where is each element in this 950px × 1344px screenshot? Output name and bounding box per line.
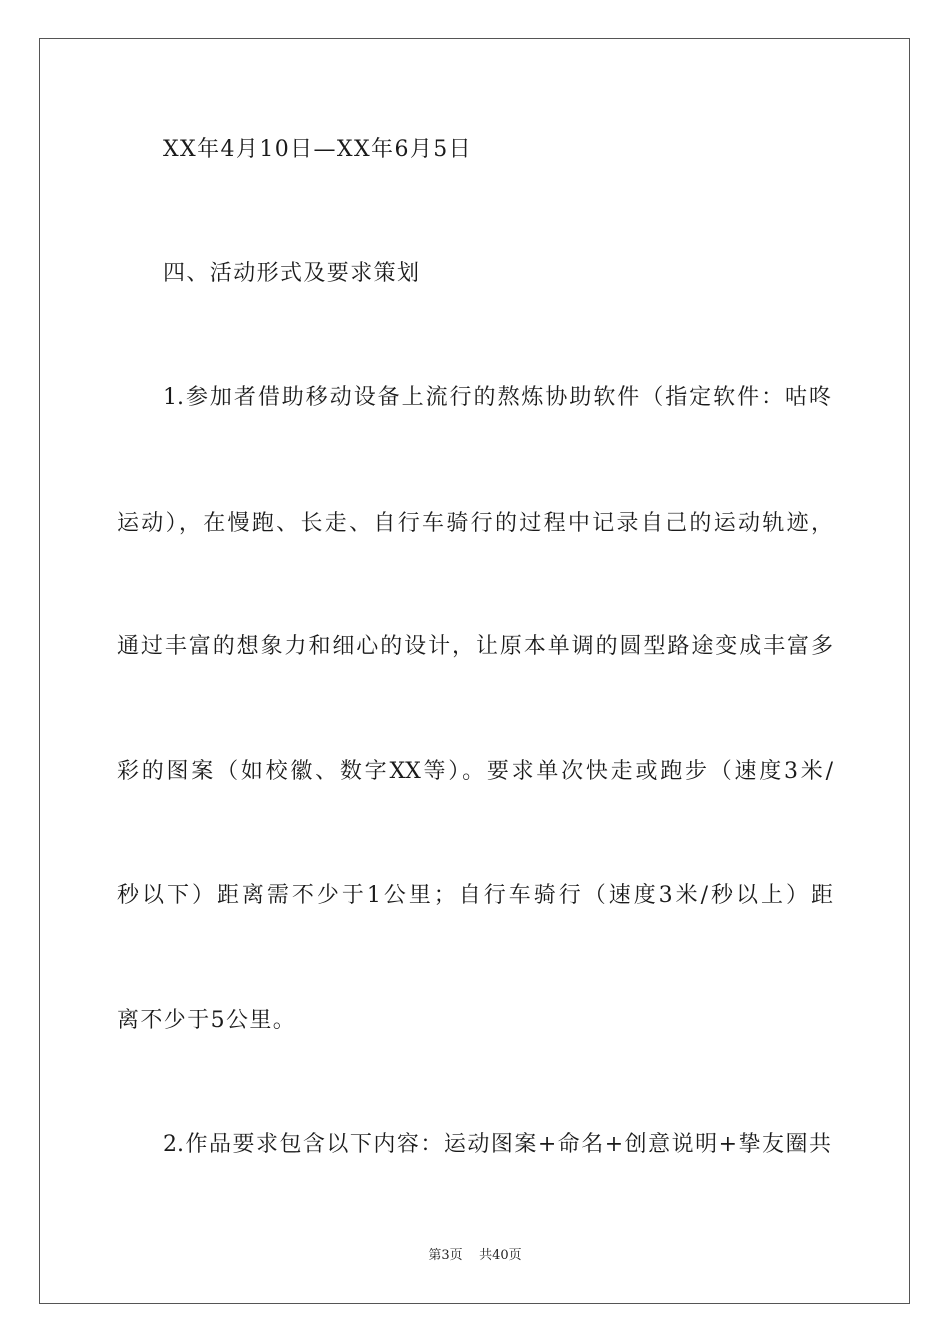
page-number-total: 共40页 <box>479 1248 522 1263</box>
page-number-current: 第3页 <box>428 1248 463 1263</box>
section-heading: 四、活动形式及要求策划 <box>163 261 421 286</box>
page-footer <box>0 1247 950 1265</box>
paragraph-line: 彩的图案（如校徽、数字XX等）。要求单次快走或跑步（速度3米/ <box>117 759 833 784</box>
paragraph-line: 1.参加者借助移动设备上流行的熬炼协助软件（指定软件：咕咚 <box>163 385 831 410</box>
page-border <box>39 38 910 1304</box>
paragraph-line: 秒以下）距离需不少于1公里；自行车骑行（速度3米/秒以上）距 <box>117 883 833 908</box>
date-range-line: XX年4月10日—XX年6月5日 <box>163 137 473 162</box>
paragraph-line: 运动），在慢跑、长走、自行车骑行的过程中记录自己的运动轨迹， <box>117 511 833 536</box>
paragraph-line: 通过丰富的想象力和细心的设计，让原本单调的圆型路途变成丰富多 <box>117 634 833 659</box>
paragraph-line: 离不少于5公里。 <box>117 1008 297 1033</box>
paragraph-line: 2.作品要求包含以下内容：运动图案+命名+创意说明+挚友圈共 <box>163 1132 831 1157</box>
